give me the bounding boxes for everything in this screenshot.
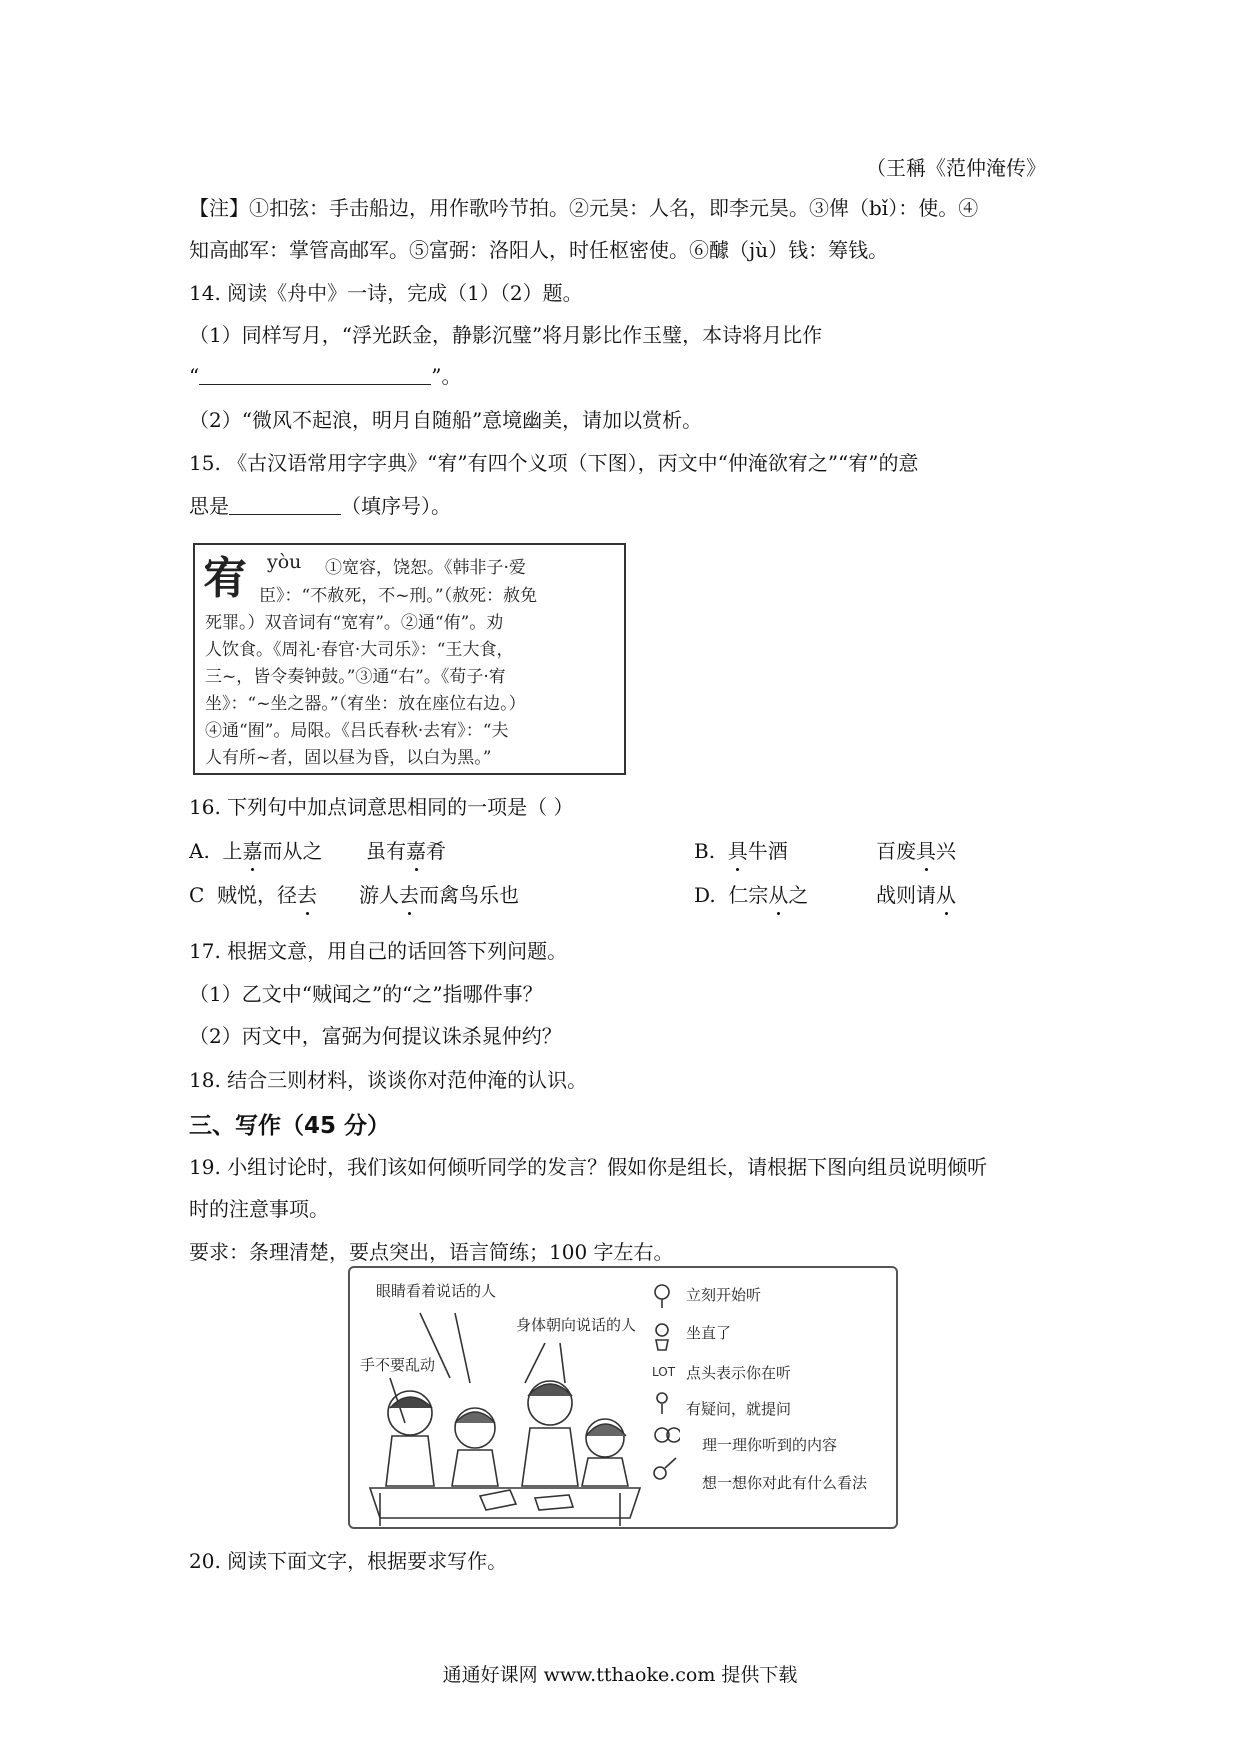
section-title-writing: 三、写作（45 分） xyxy=(189,1113,391,1139)
dictionary-line: 三~，皆令奏钟鼓。”③通“右”。《荀子·宥 xyxy=(205,667,506,687)
option-b[interactable]: B. 具牛酒 xyxy=(694,835,788,864)
question-17-stem: 17. 根据文意，用自己的话回答下列问题。 xyxy=(189,939,568,963)
dotted-character: 嘉 xyxy=(406,835,426,864)
dotted-character: 嘉 xyxy=(243,835,263,864)
tip-sit-up: 坐直了 xyxy=(686,1324,732,1342)
dotted-character: 去 xyxy=(297,879,317,908)
page-footer: 通通好课网 www.tthaoke.com 提供下载 xyxy=(442,1664,798,1686)
dictionary-pinyin: yòu xyxy=(267,551,302,573)
dictionary-line: 人饮食。《周礼·春官·大司乐》：“王大食， xyxy=(205,640,514,660)
tip-icons xyxy=(650,1268,680,1508)
question-14-stem: 14. 阅读《舟中》一诗，完成（1）（2）题。 xyxy=(189,281,583,305)
tip-nod: 点头表示你在听 xyxy=(686,1364,792,1382)
question-15-line-1: 15. 《古汉语常用字字典》“宥”有四个义项（下图），丙文中“仲淹欲宥之”“宥”的意 xyxy=(189,451,919,475)
dotted-character: 从 xyxy=(768,879,788,908)
label-body: 身体朝向说话的人 xyxy=(516,1316,637,1334)
tip-think: 想一想你对此有什么看法 xyxy=(702,1474,868,1492)
close-quote: ”。 xyxy=(431,364,462,388)
dictionary-line: 人有所~者，固以昼为昏，以白为黑。” xyxy=(205,748,492,768)
option-c-second-phrase: 游人去而禽鸟乐也 xyxy=(359,879,519,908)
dictionary-line: 坐》：“~坐之器。”（宥坐：放在座位右边。） xyxy=(205,694,526,714)
dictionary-headword: 宥 xyxy=(203,553,247,604)
open-quote: “ xyxy=(189,364,200,388)
question-19-line-1: 19. 小组讨论时，我们该如何倾听同学的发言？假如你是组长，请根据下图向组员说明倾听 xyxy=(189,1155,988,1179)
option-d[interactable]: D. 仁宗从之 xyxy=(694,879,808,908)
dotted-character: 具 xyxy=(916,835,936,864)
children-drawing xyxy=(350,1288,650,1528)
answer-blank-15[interactable] xyxy=(229,494,341,515)
question-14-sub2: （2）“微风不起浪，明月自随船”意境幽美，请加以赏析。 xyxy=(189,408,703,432)
option-c[interactable]: C 贼悦，径去 xyxy=(189,879,317,908)
note-line-1: 【注】①扣弦：手击船边，用作歌吟节拍。②元昊：人名，即李元昊。③俾（bǐ）：使。④ xyxy=(189,196,979,220)
label-hands: 手不要乱动 xyxy=(360,1356,436,1374)
question-14-sub1-blank-line xyxy=(189,362,461,390)
dictionary-line: ④通“囿”。局限。《吕氏春秋·去宥》：“夫 xyxy=(205,721,509,741)
dotted-character: 从 xyxy=(936,879,956,908)
question-17-sub2: （2）丙文中，富弼为何提议诛杀晁仲约？ xyxy=(189,1024,562,1048)
question-16-stem: 16. 下列句中加点词意思相同的一项是（ ） xyxy=(189,795,574,819)
dictionary-entry xyxy=(193,543,626,775)
source-citation: （王稱《范仲淹传》 xyxy=(866,156,1046,180)
dictionary-line: 臣》：“不赦死，不~刑。”（赦死：赦免 xyxy=(259,586,538,606)
option-a-second-phrase: 虽有嘉肴 xyxy=(366,835,446,864)
dotted-character: 去 xyxy=(399,879,419,908)
dictionary-line: ①宽容，饶恕。《韩非子·爱 xyxy=(325,558,526,578)
tip-organize: 理一理你听到的内容 xyxy=(702,1436,838,1454)
svg-text:LOT: LOT xyxy=(652,1365,676,1379)
question-18: 18. 结合三则材料，谈谈你对范仲淹的认识。 xyxy=(189,1068,588,1092)
note-line-2: 知高邮军：掌管高邮军。⑤富弼：洛阳人，时任枢密使。⑥醵（jù）钱：筹钱。 xyxy=(189,238,889,262)
question-15-line-2: 思是 （填序号）。 xyxy=(189,494,451,518)
option-a[interactable]: A. 上嘉而从之 xyxy=(189,835,323,864)
answer-blank-14[interactable] xyxy=(199,364,431,385)
dotted-character: 具 xyxy=(728,835,748,864)
question-19-requirements: 要求：条理清楚，要点突出，语言简练；100 字左右。 xyxy=(189,1240,674,1264)
tip-ask-questions: 有疑问，就提问 xyxy=(686,1400,792,1418)
option-b-second-phrase: 百废具兴 xyxy=(876,835,956,864)
option-d-second-phrase: 战则请从 xyxy=(876,879,956,908)
question-14-sub1: （1）同样写月，“浮光跃金，静影沉璧”将月影比作玉璧，本诗将月比作 xyxy=(189,323,823,347)
label-eyes: 眼睛看着说话的人 xyxy=(376,1282,497,1300)
tip-start-listening: 立刻开始听 xyxy=(686,1286,762,1304)
listening-illustration xyxy=(348,1266,898,1529)
question-17-sub1: （1）乙文中“贼闻之”的“之”指哪件事？ xyxy=(189,982,543,1006)
question-20: 20. 阅读下面文字，根据要求写作。 xyxy=(189,1549,508,1573)
question-19-line-2: 时的注意事项。 xyxy=(189,1197,329,1221)
dictionary-line: 死罪。）双音词有“宽宥”。②通“侑”。劝 xyxy=(205,613,504,633)
